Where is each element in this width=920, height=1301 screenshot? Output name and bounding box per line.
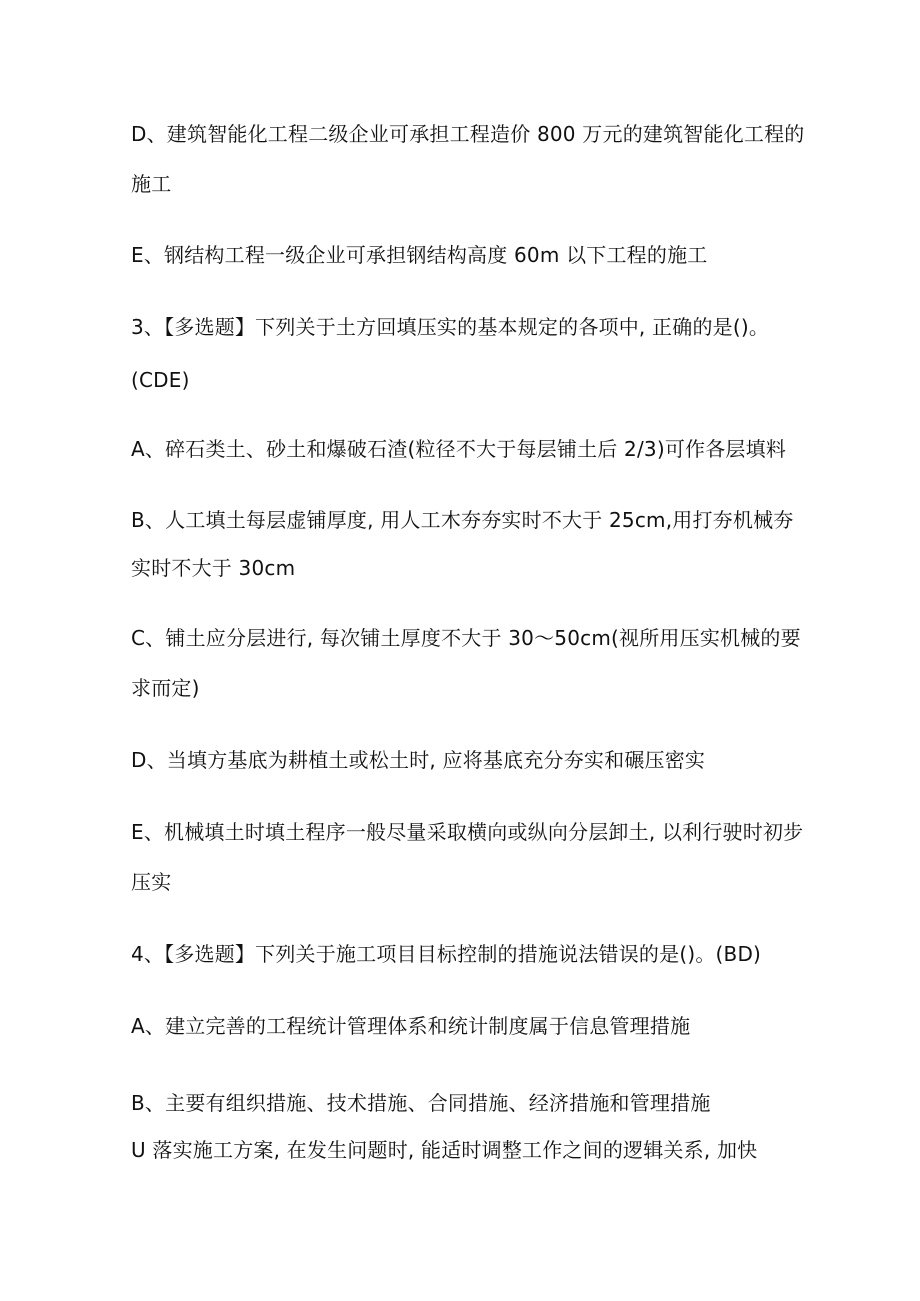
option-d-text-line-2: 施工 <box>131 172 172 196</box>
question-4-option-a: A、建立完善的工程统计管理体系和统计制度属于信息管理措施 <box>131 1014 691 1038</box>
question-3-option-a: A、碎石类土、砂土和爆破石渣(粒径不大于每层铺土后 2/3)可作各层填料 <box>131 437 787 461</box>
question-3-option-c-line-1: C、铺土应分层进行, 每次铺土厚度不大于 30～50cm(视所用压实机械的要 <box>131 626 801 650</box>
question-3-text: 3、【多选题】下列关于土方回填压实的基本规定的各项中, 正确的是()。 <box>131 315 770 339</box>
question-3-answer: (CDE) <box>131 368 190 392</box>
option-d-text-line-1: D、建筑智能化工程二级企业可承担工程造价 800 万元的建筑智能化工程的 <box>131 122 805 146</box>
question-3-option-e-line-1: E、机械填土时填土程序一般尽量采取横向或纵向分层卸土, 以利行驶时初步 <box>131 820 804 844</box>
question-3-option-d: D、当填方基底为耕植土或松土时, 应将基底充分夯实和碾压密实 <box>131 748 706 772</box>
question-4-option-b: B、主要有组织措施、技术措施、合同措施、经济措施和管理措施 <box>131 1091 711 1115</box>
question-4-text: 4、【多选题】下列关于施工项目目标控制的措施说法错误的是()。(BD) <box>131 942 762 966</box>
option-e-text: E、钢结构工程一级企业可承担钢结构高度 60m 以下工程的施工 <box>131 243 708 267</box>
question-3-option-b-line-1: B、人工填土每层虚铺厚度, 用人工木夯夯实时不大于 25cm,用打夯机械夯 <box>131 508 794 532</box>
question-3-option-b-line-2: 实时不大于 30cm <box>131 556 296 580</box>
question-3-option-e-line-2: 压实 <box>131 870 172 894</box>
question-3-option-c-line-2: 求而定) <box>131 676 200 700</box>
question-4-option-c-fragment: U 落实施工方案, 在发生问题时, 能适时调整工作之间的逻辑关系, 加快 <box>131 1138 758 1162</box>
